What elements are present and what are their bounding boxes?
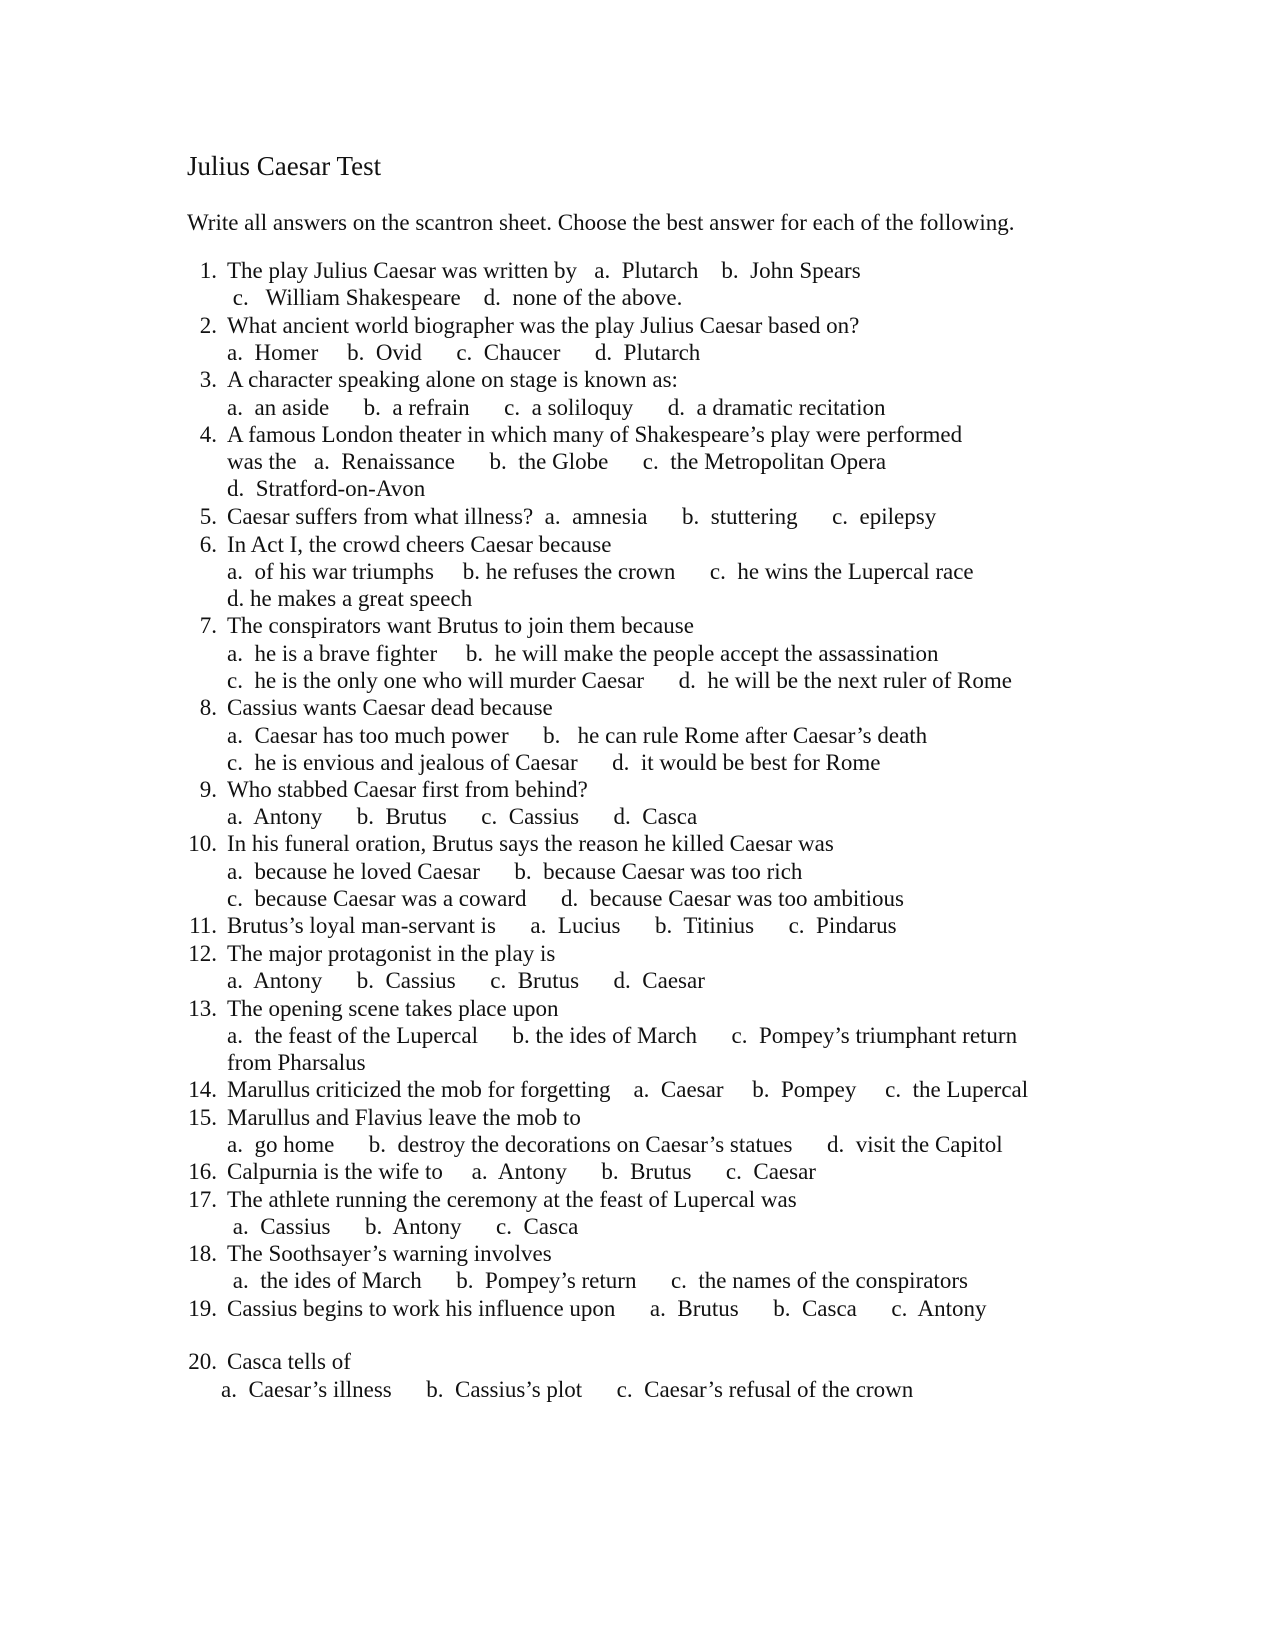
question-text: Marullus criticized the mob for forgetting a. Caesar b. Pompey c. the Lupercal [227, 1077, 1029, 1102]
question-text: Cassius wants Caesar dead because [227, 695, 553, 720]
question-number: 7. [199, 613, 217, 638]
question-number: 14. [188, 1077, 217, 1102]
question-number: 18. [188, 1241, 217, 1266]
question-text: Cassius begins to work his influence upon a. Brutus b. Casca c. Antony [227, 1296, 987, 1321]
question-text: Calpurnia is the wife to a. Antony b. Brutus c. Caesar [227, 1159, 816, 1184]
answer-choices: a. Antony b. Brutus c. Cassius d. Casca [227, 804, 698, 829]
instructions: Write all answers on the scantron sheet. Choose the best answer for each of the following. [187, 210, 1015, 235]
question-number: 1. [199, 258, 217, 283]
answer-choices: a. Caesar has too much power b. he can rule Rome after Caesar’s death [227, 723, 928, 748]
answer-choices: a. he is a brave fighter b. he will make the people accept the assassination [227, 641, 939, 666]
question-number: 10. [188, 831, 217, 856]
question-number: 9. [199, 777, 217, 802]
answer-choices: c. because Caesar was a coward d. because Caesar was too ambitious [227, 886, 904, 911]
question-text: The athlete running the ceremony at the feast of Lupercal was [227, 1187, 797, 1212]
question-number: 12. [188, 941, 217, 966]
question-number: 20. [188, 1349, 217, 1374]
question-number: 11. [189, 913, 217, 938]
question-number: 15. [188, 1105, 217, 1130]
answer-choices: d. he makes a great speech [227, 586, 473, 611]
question-text: The play Julius Caesar was written by a. Plutarch b. John Spears [227, 258, 861, 283]
question-text: Caesar suffers from what illness? a. amnesia b. stuttering c. epilepsy [227, 504, 937, 529]
answer-choices: from Pharsalus [227, 1050, 366, 1075]
question-number: 17. [188, 1187, 217, 1212]
question-text: In Act I, the crowd cheers Caesar because [227, 532, 612, 557]
question-text: The opening scene takes place upon [227, 996, 559, 1021]
question-number: 4. [199, 422, 217, 447]
question-number: 13. [188, 996, 217, 1021]
answer-choices: a. of his war triumphs b. he refuses the crown c. he wins the Lupercal race [227, 559, 974, 584]
answer-choices: a. Cassius b. Antony c. Casca [227, 1214, 579, 1239]
question-text: A character speaking alone on stage is known as: [227, 367, 678, 392]
answer-choices: c. he is envious and jealous of Caesar d. it would be best for Rome [227, 750, 881, 775]
question-text: The conspirators want Brutus to join them because [227, 613, 694, 638]
question-text: A famous London theater in which many of Shakespeare’s play were performed [227, 422, 963, 447]
answer-choices: a. because he loved Caesar b. because Caesar was too rich [227, 859, 803, 884]
question-number: 16. [188, 1159, 217, 1184]
question-text: Casca tells of [227, 1349, 351, 1374]
answer-choices: a. Homer b. Ovid c. Chaucer d. Plutarch [227, 340, 701, 365]
question-number: 8. [199, 695, 217, 720]
question-text: In his funeral oration, Brutus says the reason he killed Caesar was [227, 831, 834, 856]
question-text: The Soothsayer’s warning involves [227, 1241, 552, 1266]
question-text: Brutus’s loyal man-servant is a. Lucius b. Titinius c. Pindarus [227, 913, 897, 938]
question-number: 2. [199, 313, 217, 338]
page-title: Julius Caesar Test [187, 151, 382, 181]
answer-choices: a. Caesar’s illness b. Cassius’s plot c. Caesar’s refusal of the crown [221, 1377, 914, 1402]
question-number: 6. [199, 532, 217, 557]
answer-choices: c. William Shakespeare d. none of the above. [227, 285, 683, 310]
answer-choices: a. the ides of March b. Pompey’s return c. the names of the conspirators [227, 1268, 968, 1293]
question-text: What ancient world biographer was the play Julius Caesar based on? [227, 313, 860, 338]
answer-choices: a. the feast of the Lupercal b. the ides of March c. Pompey’s triumphant return [227, 1023, 1018, 1048]
question-text: Who stabbed Caesar first from behind? [227, 777, 588, 802]
question-number: 19. [188, 1296, 217, 1321]
answer-choices: a. an aside b. a refrain c. a soliloquy d. a dramatic recitation [227, 395, 886, 420]
question-number: 3. [199, 367, 217, 392]
answer-choices: a. Antony b. Cassius c. Brutus d. Caesar [227, 968, 705, 993]
answer-choices: a. go home b. destroy the decorations on Caesar’s statues d. visit the Capitol [227, 1132, 1003, 1157]
question-text: Marullus and Flavius leave the mob to [227, 1105, 581, 1130]
question-text: The major protagonist in the play is [227, 941, 556, 966]
answer-choices: d. Stratford-on-Avon [227, 476, 426, 501]
question-number: 5. [199, 504, 217, 529]
answer-choices: was the a. Renaissance b. the Globe c. the Metropolitan Opera [227, 449, 887, 474]
answer-choices: c. he is the only one who will murder Caesar d. he will be the next ruler of Rome [227, 668, 1012, 693]
